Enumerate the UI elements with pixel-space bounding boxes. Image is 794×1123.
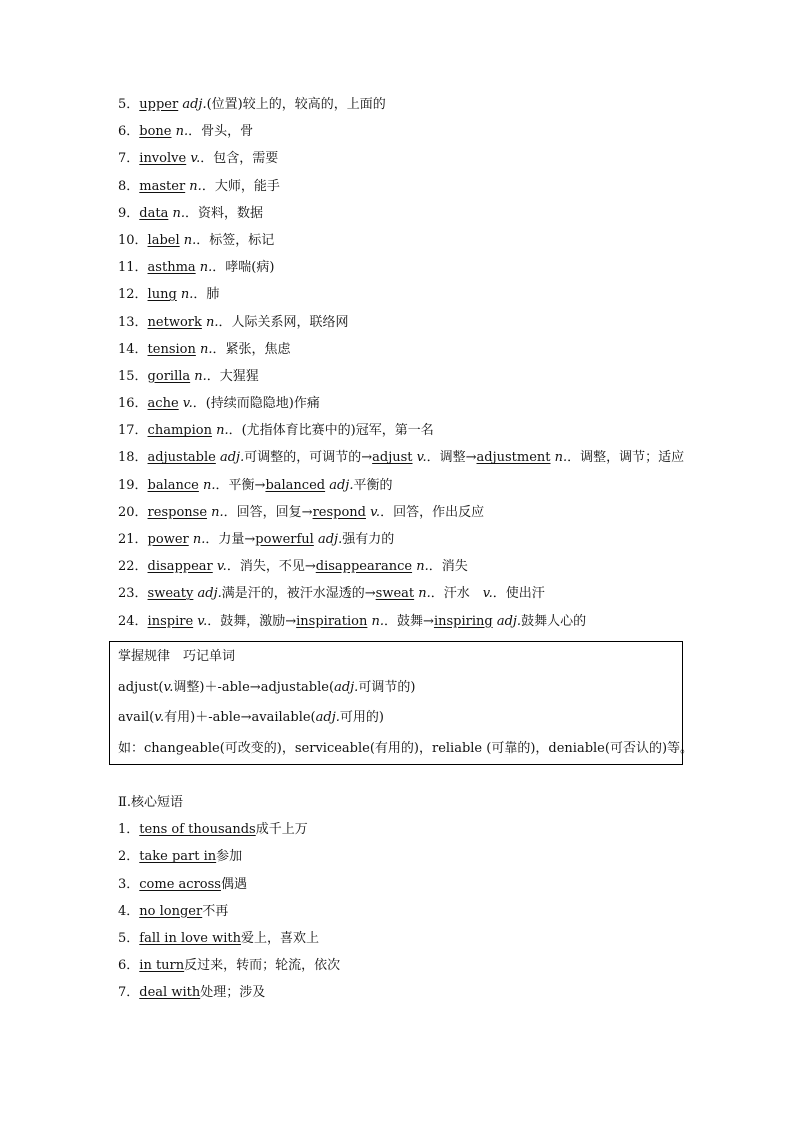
phrase-item (118, 901, 718, 928)
phrase-text: no longer (139, 903, 203, 919)
phrase-item (118, 874, 718, 901)
vocab-text: n. (211, 423, 229, 439)
phrase-meaning: 不再 (202, 903, 229, 919)
vocab-word: sweat (375, 586, 415, 602)
phrase-heading: Ⅱ.核心短语 (118, 795, 183, 810)
phrase-section (118, 792, 718, 1010)
vocab-item (118, 502, 718, 529)
vocab-text: ．鼓舞 (384, 613, 424, 629)
vocab-text: ．调整，调节；适应 (567, 450, 685, 466)
vocab-word: bone (139, 124, 172, 140)
phrase-item (118, 928, 718, 955)
vocab-item (118, 121, 718, 148)
vocab-text: ．骨头，骨 (188, 124, 254, 140)
phrase-text: in turn (139, 958, 185, 974)
vocab-text: ．大猩猩 (206, 368, 259, 384)
vocab-text: ．回答，作出反应 (380, 504, 485, 520)
vocab-word: sweaty (147, 586, 194, 602)
vocab-text: n. (185, 178, 202, 194)
vocab-item (118, 339, 718, 366)
vocab-number: 8． (118, 178, 140, 194)
tip-text: 可用的) (339, 710, 384, 725)
phrase-text: deal with (139, 985, 201, 1001)
phrase-text: take part in (139, 849, 217, 865)
vocab-text: ．使出汗 (492, 586, 545, 602)
vocab-number: 14． (118, 341, 148, 357)
vocab-word: inspiring (433, 613, 493, 629)
phrase-meaning: 反过来，转而；轮流，依次 (184, 958, 341, 974)
vocab-number: 19． (118, 477, 148, 493)
vocab-word: upper (139, 97, 179, 112)
vocab-text: adj. (325, 477, 354, 493)
vocab-text: ．调整 (426, 450, 466, 466)
vocab-word: response (147, 504, 208, 520)
tip-line (118, 707, 674, 738)
vocab-word: inspiration (296, 613, 368, 629)
phrase-meaning: 处理；涉及 (200, 985, 266, 1001)
phrase-number: 4． (118, 903, 140, 919)
phrase-number: 7． (118, 985, 140, 1001)
phrase-number: 3． (118, 876, 140, 892)
tip-line (118, 677, 674, 708)
vocab-word: disappearance (315, 559, 413, 575)
tip-text: adjust( (118, 679, 164, 695)
vocab-text: → (304, 559, 316, 575)
vocab-number: 9． (118, 205, 140, 221)
tip-text: 如：changeable(可改变的)，serviceable(有用的)，reliable (可靠的)，deniable(可否认的)等。 (118, 740, 694, 756)
vocab-text: 可调整的，可调节的 (244, 450, 362, 466)
vocab-item (118, 529, 718, 556)
vocab-number: 5． (118, 97, 140, 112)
vocab-text: v. (186, 151, 201, 167)
tip-text: available( (251, 710, 316, 725)
vocab-word: champion (147, 423, 212, 439)
vocab-text: v. (482, 586, 493, 602)
vocab-number: 10． (118, 232, 148, 248)
tip-text: v. (163, 679, 174, 695)
vocab-text: 强有力的 (342, 532, 395, 547)
vocab-word: powerful (255, 532, 314, 547)
tip-text: adjustable( (260, 679, 335, 695)
vocab-text: n. (188, 532, 206, 547)
tip-text: v. (154, 710, 165, 725)
vocab-item (118, 583, 718, 610)
vocab-text: (位置)较上的，较高的，上面的 (206, 97, 386, 112)
vocab-text: n. (198, 477, 216, 493)
vocab-text: n. (412, 559, 429, 575)
vocab-text: → (244, 532, 256, 547)
vocab-text: 鼓舞人心的 (521, 613, 587, 629)
vocab-word: inspire (147, 613, 194, 629)
vocab-item (118, 475, 718, 502)
vocab-word: label (147, 232, 180, 248)
tip-text: 调整)＋-able (173, 679, 250, 695)
vocab-text: ．紧张，焦虑 (212, 341, 291, 357)
vocab-item (118, 447, 718, 474)
vocab-text: ．资料，数据 (184, 205, 263, 221)
phrase-text: tens of thousands (139, 822, 256, 838)
vocab-number: 24． (118, 613, 148, 629)
vocab-item (118, 230, 718, 257)
phrase-item (118, 982, 718, 1009)
vocab-text: ．大师，能手 (201, 178, 280, 194)
vocab-text: adj. (178, 97, 207, 112)
vocab-text: ．(尤指体育比赛中的)冠军，第一名 (228, 423, 434, 439)
vocab-item (118, 420, 718, 447)
vocab-text: n. (171, 124, 189, 140)
vocab-text: → (301, 504, 313, 520)
tip-line (118, 738, 694, 769)
vocab-number: 13． (118, 314, 148, 330)
vocab-word: balanced (265, 477, 326, 493)
phrase-meaning: 偶遇 (220, 876, 247, 892)
vocab-item (118, 257, 718, 284)
tip-text: → (240, 710, 252, 725)
vocab-number: 11． (118, 260, 148, 276)
vocab-text: n. (190, 368, 207, 384)
phrase-text: fall in love with (139, 930, 241, 946)
tip-text: adj. (334, 679, 359, 695)
vocab-text: adj. (193, 586, 222, 602)
vocab-text: ．汗水 (430, 586, 483, 602)
vocab-number: 18． (118, 450, 148, 466)
vocab-text: n. (195, 260, 213, 276)
vocab-item (118, 203, 718, 230)
vocab-text: n. (367, 613, 385, 629)
vocab-text: → (465, 450, 477, 466)
vocab-text: ．哮喘(病) (212, 260, 275, 276)
vocab-text: adj. (313, 532, 343, 547)
vocab-word: gorilla (147, 368, 191, 384)
vocab-item (118, 312, 718, 339)
tip-text: adj. (315, 710, 340, 725)
vocab-text: ．平衡 (215, 477, 255, 493)
vocab-word: disappear (147, 559, 213, 575)
phrase-list (118, 819, 718, 1009)
vocab-number: 7． (118, 151, 140, 167)
phrase-text: come across (139, 876, 221, 892)
vocab-item (118, 366, 718, 393)
vocab-text: n. (201, 314, 219, 330)
vocab-text: ．肺 (193, 287, 220, 303)
phrase-item (118, 819, 718, 846)
vocab-text: v. (366, 504, 381, 520)
vocab-text: → (254, 477, 266, 493)
vocab-text: ．回答，回复 (223, 504, 302, 520)
vocab-text: 满是汗的，被汗水湿透的 (221, 586, 365, 602)
vocab-text: → (285, 613, 297, 629)
phrase-item (118, 846, 718, 873)
vocab-word: master (139, 178, 186, 194)
tip-box-lines (118, 677, 694, 769)
vocab-word: data (139, 205, 169, 221)
phrase-number: 2． (118, 849, 140, 865)
vocab-text: ．消失 (428, 559, 468, 575)
vocab-number: 23． (118, 586, 148, 602)
vocab-word: ache (147, 396, 179, 412)
vocab-text: n. (176, 287, 194, 303)
vocab-word: network (147, 314, 202, 330)
vocab-word: adjustment (476, 450, 551, 466)
tip-text: 可调节的) (358, 679, 416, 695)
vocab-text: n. (550, 450, 568, 466)
vocab-word: adjust (372, 450, 413, 466)
vocab-text: n. (168, 205, 185, 221)
vocab-number: 21． (118, 532, 148, 547)
vocab-text: ．包含，需要 (200, 151, 279, 167)
vocab-item (118, 148, 718, 175)
vocab-text: v. (178, 396, 193, 412)
tip-text: 有用)＋-able (164, 710, 241, 725)
vocab-text: v. (412, 450, 427, 466)
phrase-number: 5． (118, 930, 140, 946)
vocab-text: n. (414, 586, 431, 602)
vocab-text: ．消失，不见 (226, 559, 305, 575)
vocab-text: adj. (492, 613, 522, 629)
vocab-word: adjustable (147, 450, 216, 466)
phrase-meaning: 成千上万 (255, 822, 308, 838)
vocab-text: ．力量 (205, 532, 245, 547)
vocab-text: v. (193, 613, 208, 629)
vocab-text: adj. (215, 450, 245, 466)
vocab-word: lung (147, 287, 177, 303)
vocab-text: ．(持续而隐隐地)作痛 (192, 396, 320, 412)
vocab-word: asthma (147, 260, 196, 276)
phrase-meaning: 爱上，喜欢上 (241, 930, 320, 946)
vocab-word: tension (147, 341, 196, 357)
vocab-text: n. (179, 232, 197, 248)
phrase-item (118, 955, 718, 982)
phrase-number: 6． (118, 958, 140, 974)
vocab-word: power (147, 532, 189, 547)
vocab-word: involve (139, 151, 187, 167)
vocab-text: → (361, 450, 373, 466)
vocab-item (118, 611, 718, 638)
vocab-text: n. (195, 341, 213, 357)
tip-box-title: 掌握规律 巧记单词 (118, 649, 236, 664)
vocab-number: 6． (118, 124, 140, 140)
tip-text: → (249, 679, 261, 695)
vocab-item (118, 393, 718, 420)
tip-box (109, 641, 694, 765)
vocab-number: 20． (118, 504, 148, 520)
phrase-number: 1． (118, 822, 140, 838)
vocab-text: ．标签，标记 (196, 232, 275, 248)
vocab-word: respond (312, 504, 366, 520)
vocab-item (118, 176, 718, 203)
vocab-item (118, 284, 718, 311)
vocab-word: balance (147, 477, 199, 493)
vocab-text: n. (207, 504, 224, 520)
phrase-meaning: 参加 (216, 849, 243, 865)
vocab-text: ．鼓舞，激励 (207, 613, 286, 629)
vocab-text: v. (212, 559, 227, 575)
vocab-number: 17． (118, 423, 148, 439)
vocab-number: 22． (118, 559, 148, 575)
vocab-text: → (423, 613, 434, 629)
vocab-text: → (364, 586, 376, 602)
tip-text: avail( (118, 710, 155, 725)
vocab-text: 平衡的 (353, 477, 393, 493)
vocab-number: 16． (118, 396, 148, 412)
vocab-text: ．人际关系网，联络网 (218, 314, 349, 330)
vocab-number: 15． (118, 368, 148, 384)
vocab-item (118, 94, 718, 121)
vocab-number: 12． (118, 287, 148, 303)
vocabulary-list (118, 94, 718, 638)
vocab-item (118, 556, 718, 583)
